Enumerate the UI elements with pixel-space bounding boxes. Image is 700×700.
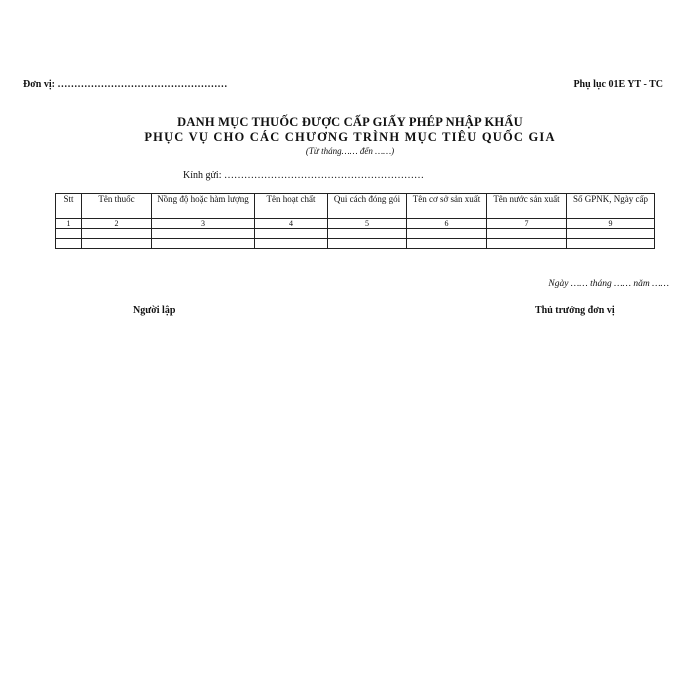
header-cell-manufacturer: Tên cơ sở sản xuất (407, 194, 487, 219)
header-cell-drug-name: Tên thuốc (82, 194, 152, 219)
header-cell-stt: Stt (56, 194, 82, 219)
column-number-cell: 1 (56, 219, 82, 229)
table-number-row (56, 219, 655, 229)
table-row (56, 229, 655, 239)
table-cell (152, 239, 255, 249)
table-cell (56, 229, 82, 239)
header-cell-country: Tên nước sản xuất (487, 194, 567, 219)
table-cell (255, 229, 328, 239)
header-cell-active-ingredient: Tên hoạt chất (255, 194, 328, 219)
table-cell (56, 239, 82, 249)
column-number-cell: 9 (567, 219, 655, 229)
table-cell (487, 239, 567, 249)
period-note: (Từ tháng…… đến ……) (305, 146, 395, 156)
column-number-cell: 6 (407, 219, 487, 229)
annex-label: Phụ lục 01E YT - TC (573, 79, 663, 90)
table-cell (407, 239, 487, 249)
header-cell-strength: Nồng độ hoặc hàm lượng (152, 194, 255, 219)
table-cell (82, 229, 152, 239)
table-row (56, 239, 655, 249)
header-cell-license: Số GPNK, Ngày cấp (567, 194, 655, 219)
column-number-cell: 4 (255, 219, 328, 229)
table-cell (567, 229, 655, 239)
preparer-signature-label: Người lập (133, 305, 176, 316)
header-cell-packaging: Qui cách đóng gói (328, 194, 407, 219)
unit-label: Đơn vị: …………………………………………… (23, 79, 228, 90)
table-cell (328, 239, 407, 249)
table-header-row (56, 194, 655, 219)
table-cell (82, 239, 152, 249)
table-cell (255, 239, 328, 249)
column-number-cell: 7 (487, 219, 567, 229)
head-of-unit-signature-label: Thủ trưởng đơn vị (535, 305, 615, 316)
table-cell (567, 239, 655, 249)
table-cell (328, 229, 407, 239)
medicine-list-table (55, 193, 655, 249)
column-number-cell: 3 (152, 219, 255, 229)
recipient-line: Kính gửi: …………………………………………………… (183, 170, 424, 181)
column-number-cell: 5 (328, 219, 407, 229)
document-title-line2: PHỤC VỤ CHO CÁC CHƯƠNG TRÌNH MỤC TIÊU QUỐC GIA (144, 130, 556, 144)
table-cell (152, 229, 255, 239)
table-cell (407, 229, 487, 239)
document-title-line1: DANH MỤC THUỐC ĐƯỢC CẤP GIẤY PHÉP NHẬP KHẨU (177, 115, 523, 129)
date-line: Ngày …… tháng …… năm …… (548, 279, 669, 289)
column-number-cell: 2 (82, 219, 152, 229)
table-cell (487, 229, 567, 239)
